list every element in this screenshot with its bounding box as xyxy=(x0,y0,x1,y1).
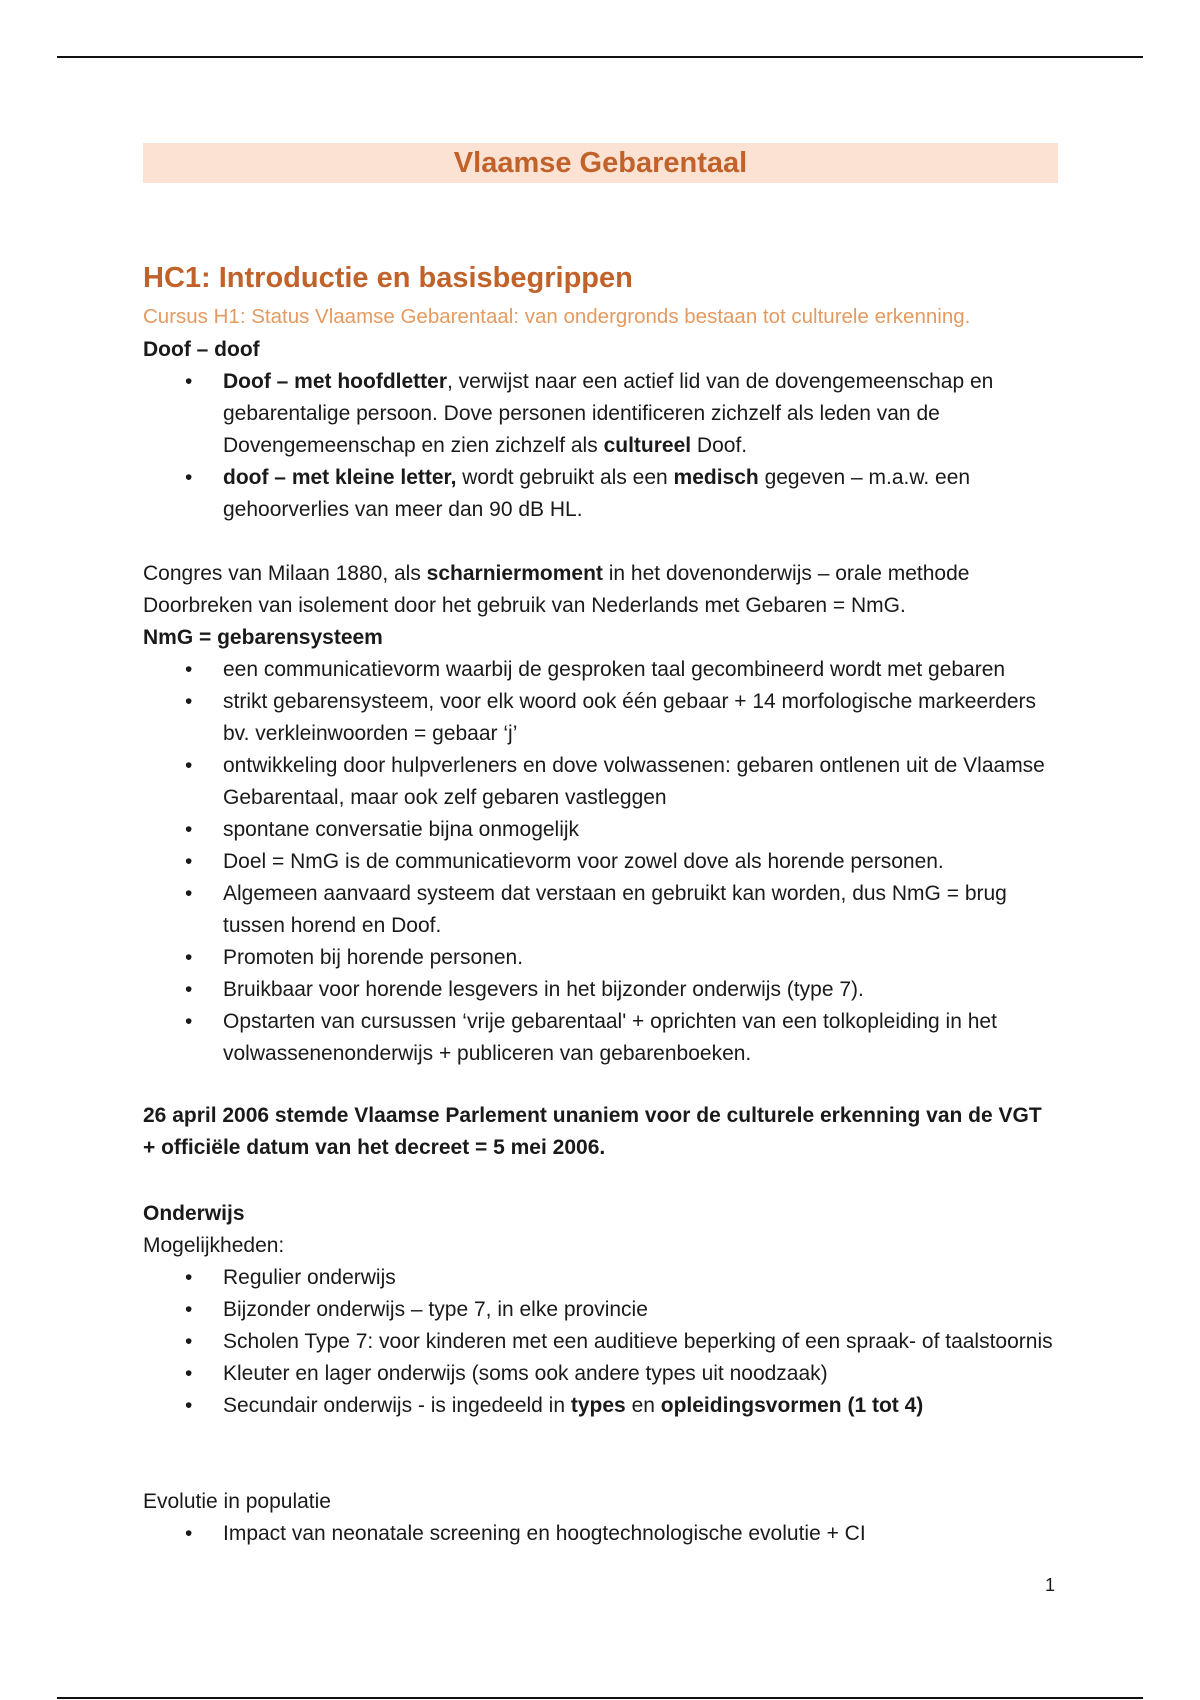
list-item: • Bruikbaar voor horende lesgevers in het bijzonder onderwijs (type 7). xyxy=(143,974,1058,1006)
list-item: • Algemeen aanvaard systeem dat verstaan en gebruikt kan worden, dus NmG = brug tussen horend en Doof. xyxy=(143,878,1058,942)
list-item: • Promoten bij horende personen. xyxy=(143,942,1058,974)
list-item: • een communicatievorm waarbij de gesproken taal gecombineerd wordt met gebaren xyxy=(143,654,1058,686)
list-item: • strikt gebarensysteem, voor elk woord ook één gebaar + 14 morfologische markeerders bv. verkleinwoorden = gebaar ‘j’ xyxy=(143,686,1058,750)
decree-statement: 26 april 2006 stemde Vlaamse Parlement unaniem voor de culturele erkenning van de VGT + officiële datum van het decreet = 5 mei 2006. xyxy=(143,1104,1042,1159)
list-item: • Opstarten van cursussen ‘vrije gebarentaal' + oprichten van een tolkopleiding in het volwassenenonderwijs + publiceren van gebarenboeken. xyxy=(143,1006,1058,1070)
section-label: Onderwijs xyxy=(143,1202,245,1225)
list-item: • Doof – met hoofdletter, verwijst naar een actief lid van de dovengemeenschap en gebarentalige persoon. Dove personen identificeren zichzelf als leden van de Dovengemeenschap en zien zichzelf als cultureel Doof. xyxy=(143,366,1058,462)
section-label: Doof – doof xyxy=(143,338,260,361)
list-item: • doof – met kleine letter, wordt gebruikt als een medisch gegeven – m.a.w. een gehoorverlies van meer dan 90 dB HL. xyxy=(143,462,1058,526)
document-title: Vlaamse Gebarentaal xyxy=(453,146,748,179)
paragraph: Congres van Milaan 1880, als scharniermoment in het dovenonderwijs – orale methode xyxy=(143,562,970,585)
section-onderwijs xyxy=(143,1198,1058,1422)
list-item: • Bijzonder onderwijs – type 7, in elke provincie xyxy=(143,1294,1058,1326)
list-item: • Doel = NmG is de communicatievorm voor zowel dove als horende personen. xyxy=(143,846,1058,878)
title-banner xyxy=(143,143,1058,183)
paragraph: Doorbreken van isolement door het gebruik van Nederlands met Gebaren = NmG. xyxy=(143,594,906,617)
page-number: 1 xyxy=(1045,1575,1056,1595)
list-item: • Scholen Type 7: voor kinderen met een auditieve beperking of een spraak- of taalstoornis xyxy=(143,1326,1058,1358)
list-item: • Impact van neonatale screening en hoogtechnologische evolutie + CI xyxy=(143,1518,1058,1550)
chapter-heading: HC1: Introductie en basisbegrippen xyxy=(143,262,633,294)
header-rule xyxy=(57,56,1143,58)
section-evolutie xyxy=(143,1486,1058,1550)
list-item: • Secundair onderwijs - is ingedeeld in types en opleidingsvormen (1 tot 4) xyxy=(143,1390,1058,1422)
list-item: • ontwikkeling door hulpverleners en dove volwassenen: gebaren ontlenen uit de Vlaamse Gebarentaal, maar ook zelf gebaren vastleggen xyxy=(143,750,1058,814)
list-item: • spontane conversatie bijna onmogelijk xyxy=(143,814,1058,846)
section-label: NmG = gebarensysteem xyxy=(143,626,383,649)
list-item: • Regulier onderwijs xyxy=(143,1262,1058,1294)
footer-rule xyxy=(57,1697,1143,1699)
chapter-subheading: Cursus H1: Status Vlaamse Gebarentaal: van ondergronds bestaan tot culturele erkenning. xyxy=(143,305,971,328)
section-nmg xyxy=(143,558,1058,1070)
list-item: • Kleuter en lager onderwijs (soms ook andere types uit noodzaak) xyxy=(143,1358,1058,1390)
paragraph: Mogelijkheden: xyxy=(143,1234,285,1257)
section-decree xyxy=(143,1100,1058,1164)
section-doof xyxy=(143,334,1058,526)
section-label: Evolutie in populatie xyxy=(143,1490,331,1513)
